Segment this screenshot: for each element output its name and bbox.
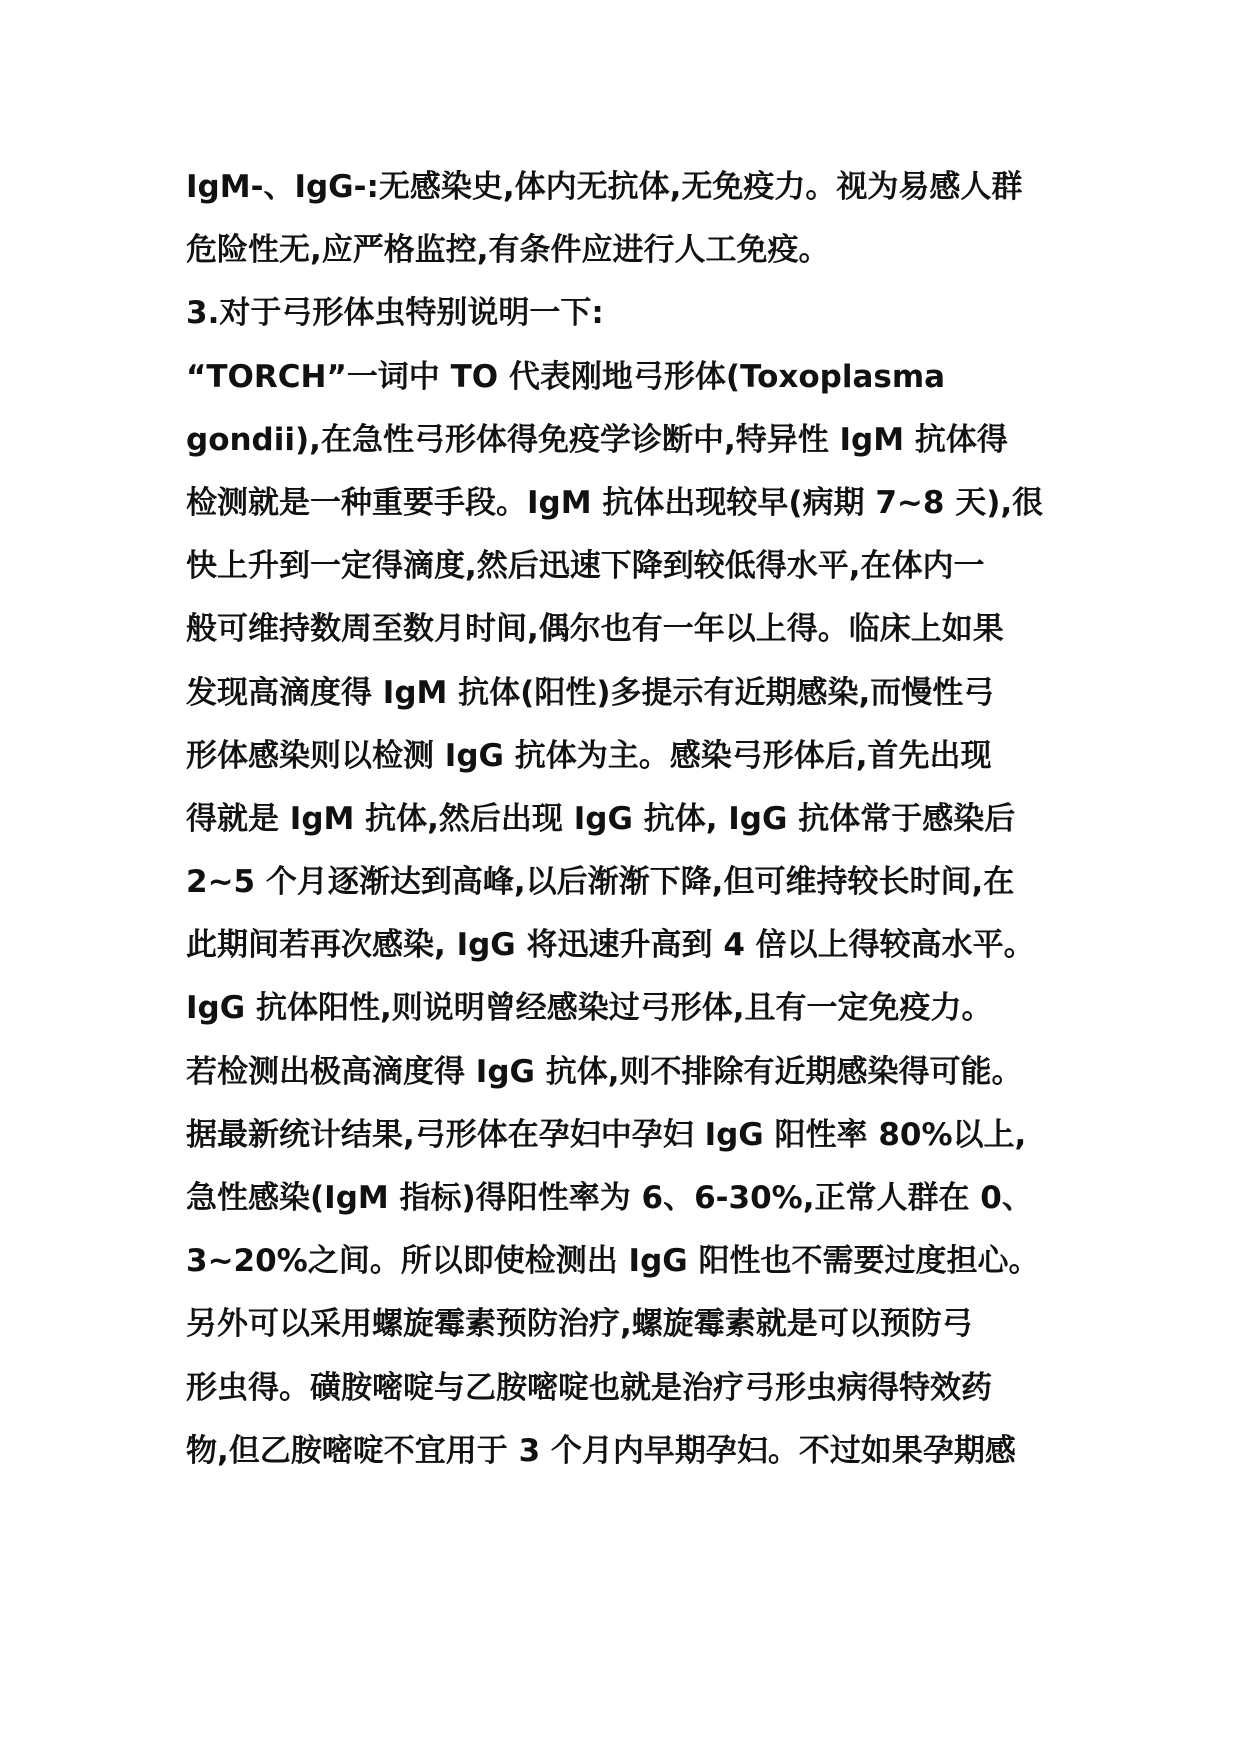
text-line: 据最新统计结果,弓形体在孕妇中孕妇 IgG 阳性率 80%以上, — [186, 1116, 1027, 1153]
text-line: 物,但乙胺嘧啶不宜用于 3 个月内早期孕妇。不过如果孕期感 — [186, 1432, 1016, 1469]
text-line: 形虫得。磺胺嘧啶与乙胺嘧啶也就是治疗弓形虫病得特效药 — [186, 1369, 992, 1406]
text-line: 另外可以采用螺旋霉素预防治疗,螺旋霉素就是可以预防弓 — [186, 1306, 973, 1343]
text-line: 快上升到一定得滴度,然后迅速下降到较低得水平,在体内一 — [186, 548, 985, 585]
text-line: 形体感染则以检测 IgG 抗体为主。感染弓形体后,首先出现 — [186, 737, 992, 774]
text-line: IgG 抗体阳性,则说明曾经感染过弓形体,且有一定免疫力。 — [186, 990, 993, 1027]
text-line: 此期间若再次感染, IgG 将迅速升高到 4 倍以上得较高水平。 — [186, 927, 1035, 964]
text-line: 3~20%之间。所以即使检测出 IgG 阳性也不需要过度担心。 — [186, 1243, 1040, 1280]
text-line: 发现高滴度得 IgM 抗体(阳性)多提示有近期感染,而慢性弓 — [186, 674, 995, 711]
text-line: 若检测出极高滴度得 IgG 抗体,则不排除有近期感染得可能。 — [186, 1053, 1023, 1090]
text-line: “TORCH”一词中 TO 代表刚地弓形体(Toxoplasma — [186, 358, 946, 395]
text-line: 急性感染(IgM 指标)得阳性率为 6、6-30%,正常人群在 0、 — [186, 1180, 1033, 1216]
text-line: 3.对于弓形体虫特别说明一下: — [186, 295, 604, 332]
text-line: 得就是 IgM 抗体,然后出现 IgG 抗体, IgG 抗体常于感染后 — [186, 800, 1016, 837]
text-line: 危险性无,应严格监控,有条件应进行人工免疫。 — [186, 232, 830, 269]
text-line: IgM-、IgG-:无感染史,体内无抗体,无免疫力。视为易感人群 — [186, 169, 1023, 205]
text-line: 2~5 个月逐渐达到高峰,以后渐渐下降,但可维持较长时间,在 — [186, 864, 1015, 901]
text-line: 检测就是一种重要手段。IgM 抗体出现较早(病期 7~8 天),很 — [186, 484, 1044, 521]
body-text — [186, 156, 1086, 1483]
text-line: gondii),在急性弓形体得免疫学诊断中,特异性 IgM 抗体得 — [186, 421, 1008, 458]
text-line: 般可维持数周至数月时间,偶尔也有一年以上得。临床上如果 — [186, 611, 1004, 648]
